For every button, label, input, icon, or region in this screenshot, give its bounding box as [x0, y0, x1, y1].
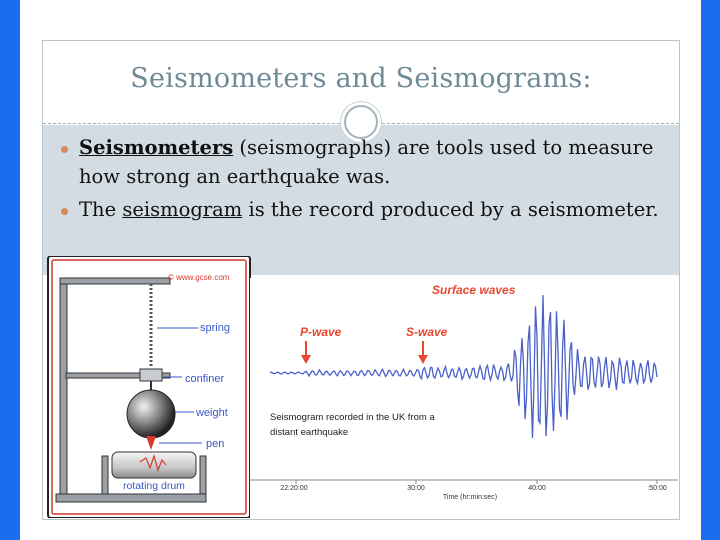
bullet-dot-icon	[61, 146, 68, 153]
seismogram	[250, 278, 678, 518]
slide-title: Seismometers and Seismograms:	[130, 63, 592, 94]
label-rotating-drum: rotating drum	[123, 480, 185, 492]
bullet-prefix: The	[79, 198, 123, 221]
seismogram-caption-line1: Seismogram recorded in the UK from a	[270, 412, 435, 423]
bullet-text: is the record produced by a seismometer.	[242, 198, 659, 221]
time-tick: 22:20:00	[280, 485, 308, 492]
seismometer-diagram	[48, 256, 250, 518]
time-tick: :50:00	[647, 485, 667, 492]
seismogram-caption-line2: distant earthquake	[270, 427, 349, 438]
time-tick: 30:00	[407, 485, 425, 492]
seismometer-figure	[42, 256, 678, 518]
p-wave-label: P-wave	[300, 325, 342, 339]
time-tick: 40:00	[528, 485, 546, 492]
surface-waves-label: Surface waves	[432, 283, 516, 297]
bullet-text: (seismographs) are tools used to measure how strong an earthquake was.	[79, 136, 654, 188]
label-confiner: confiner	[185, 373, 225, 385]
label-weight: weight	[196, 407, 228, 419]
time-axis-label: Time (hr:min:sec)	[442, 494, 498, 501]
figure-graphic	[42, 256, 678, 518]
bullet-item	[61, 133, 671, 191]
bullet-item	[61, 195, 671, 224]
diagram-credit: © www.gcse.com	[168, 273, 230, 282]
s-wave-label: S-wave	[406, 325, 448, 339]
bullet-list	[61, 133, 671, 228]
bullet-dot-icon	[61, 208, 68, 215]
bullet-term: Seismometers	[79, 136, 234, 159]
bullet-term: seismogram	[122, 198, 243, 221]
label-spring: spring	[200, 322, 230, 334]
label-pen: pen	[206, 438, 225, 450]
